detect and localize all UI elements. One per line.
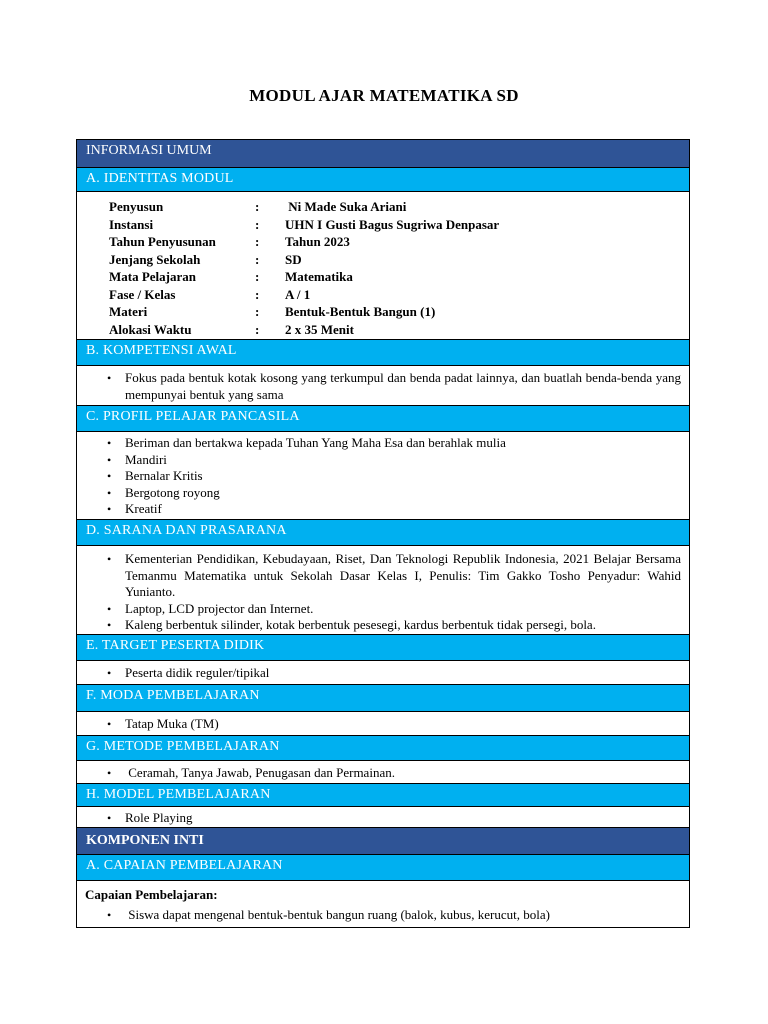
model-header [77, 784, 689, 807]
metode-header [77, 736, 689, 761]
list-item-text: Kreatif [125, 501, 162, 516]
list-item-text: Beriman dan bertakwa kepada Tuhan Yang Maha Esa dan berahlak mulia [125, 435, 506, 450]
bullet-icon: • [107, 371, 112, 385]
profil-content [77, 432, 689, 520]
sarana-header [77, 520, 689, 546]
target-list [77, 665, 689, 682]
identitas-content [77, 192, 689, 340]
komponen-inti-header [77, 828, 689, 855]
kompetensi-label: B. KOMPETENSI AWAL [86, 343, 237, 358]
target-header [77, 635, 689, 661]
metode-label: G. METODE PEMBELAJARAN [86, 739, 280, 754]
list-item-text: Kaleng berbentuk silinder, kotak berbentuk pesesegi, kardus berbentuk tidak persegi, bola. [125, 617, 596, 632]
list-item [77, 617, 689, 634]
kompetensi-header [77, 340, 689, 366]
bullet-icon: • [107, 601, 112, 616]
list-item-text: Laptop, LCD projector dan Internet. [125, 600, 314, 616]
list-item [77, 716, 689, 733]
list-item [77, 468, 689, 485]
metode-list [77, 765, 689, 782]
list-item-text: Role Playing [125, 810, 193, 825]
list-item [77, 501, 689, 518]
capaian-list [77, 907, 689, 924]
bullet-icon: • [107, 766, 112, 780]
identitas-field-value: A / 1 [285, 286, 311, 302]
capaian-label: A. CAPAIAN PEMBELAJARAN [86, 858, 283, 873]
bullet-icon: • [107, 908, 112, 922]
bullet-icon: • [107, 552, 112, 566]
identitas-field-value: Matematika [285, 269, 353, 284]
informasi-umum-header [77, 140, 689, 168]
list-item-text: Ceramah, Tanya Jawab, Penugasan dan Permainan. [125, 765, 395, 780]
list-item [77, 452, 689, 469]
list-item [77, 665, 689, 682]
identitas-field-label: Fase / Kelas [109, 286, 176, 302]
bullet-icon: • [107, 469, 112, 483]
identitas-field-value: Ni Made Suka Ariani [285, 199, 407, 214]
capaian-subtitle: Capaian Pembelajaran: [85, 887, 218, 902]
identitas-field-colon: : [255, 216, 260, 232]
bullet-icon: • [107, 717, 112, 731]
list-item [77, 485, 689, 502]
metode-content [77, 761, 689, 784]
bullet-icon: • [107, 502, 112, 516]
identitas-field-colon: : [255, 199, 260, 214]
sarana-list [77, 551, 689, 634]
kompetensi-content [77, 366, 689, 406]
document-title: MODUL AJAR MATEMATIKA SD [249, 86, 519, 105]
bullet-icon: • [107, 811, 112, 825]
list-item-text: Kementerian Pendidikan, Kebudayaan, Riset, Dan Teknologi Republik Indonesia, 2021 Belajar Bersama Temanmu Matematika untuk Sekolah Dasar Kelas I, Penulis: Tim Gakko Tosho Penyadur: Wahid Yunianto. [125, 551, 685, 599]
identitas-field-value: 2 x 35 Menit [285, 321, 354, 337]
list-item [77, 370, 689, 403]
list-item [77, 810, 689, 827]
bullet-icon: • [107, 436, 112, 450]
identitas-label: A. IDENTITAS MODUL [86, 171, 234, 186]
list-item [77, 601, 689, 618]
model-list [77, 810, 689, 827]
profil-list [77, 435, 689, 518]
kompetensi-list [77, 370, 689, 403]
identitas-field-value: UHN I Gusti Bagus Sugriwa Denpasar [285, 216, 500, 232]
moda-content [77, 712, 689, 736]
identitas-field-colon: : [255, 234, 260, 249]
list-item-text: Tatap Muka (TM) [125, 716, 219, 731]
model-content [77, 807, 689, 828]
module-table [76, 139, 690, 928]
identitas-field-label: Materi [109, 304, 148, 319]
list-item-text: Bernalar Kritis [125, 468, 203, 483]
model-label: H. MODEL PEMBELAJARAN [86, 787, 271, 802]
target-label: E. TARGET PESERTA DIDIK [86, 638, 265, 653]
identitas-header [77, 168, 689, 192]
identitas-field-label: Instansi [109, 216, 154, 232]
informasi-umum-label: INFORMASI UMUM [86, 143, 212, 158]
komponen-inti-label: KOMPONEN INTI [86, 833, 204, 848]
list-item-text: Bergotong royong [125, 484, 220, 500]
identitas-field-label: Jenjang Sekolah [109, 251, 201, 267]
identitas-field-label: Alokasi Waktu [109, 321, 192, 337]
moda-list [77, 716, 689, 733]
list-item-text: Fokus pada bentuk kotak kosong yang terkumpul dan benda padat lainnya, dan buatlah benda-benda yang mempunyai bentuk yang sama [125, 370, 685, 402]
target-content [77, 661, 689, 685]
bullet-icon: • [107, 485, 112, 500]
identitas-field-value: Bentuk-Bentuk Bangun (1) [285, 304, 436, 319]
moda-label: F. MODA PEMBELAJARAN [86, 688, 260, 703]
profil-label: C. PROFIL PELAJAR PANCASILA [86, 409, 300, 424]
capaian-header [77, 855, 689, 881]
identitas-field-colon: : [255, 321, 260, 337]
identitas-field-value: Tahun 2023 [285, 234, 350, 249]
profil-header [77, 406, 689, 432]
bullet-icon: • [107, 666, 112, 680]
list-item [77, 435, 689, 452]
list-item-text: Mandiri [125, 451, 167, 467]
list-item [77, 551, 689, 601]
list-item-text: Peserta didik reguler/tipikal [125, 665, 270, 680]
moda-header [77, 685, 689, 712]
identitas-field-label: Tahun Penyusunan [109, 234, 216, 249]
sarana-label: D. SARANA DAN PRASARANA [86, 523, 287, 538]
capaian-content [77, 881, 689, 927]
identitas-field-value: SD [285, 251, 302, 267]
sarana-content [77, 546, 689, 635]
identitas-field-label: Penyusun [109, 199, 164, 214]
bullet-icon: • [107, 452, 112, 467]
identitas-field-label: Mata Pelajaran [109, 269, 197, 284]
list-item [77, 907, 689, 924]
list-item-text: Siswa dapat mengenal bentuk-bentuk bangun ruang (balok, kubus, kerucut, bola) [125, 907, 550, 922]
bullet-icon: • [107, 618, 112, 632]
identitas-field-colon: : [255, 251, 260, 267]
identitas-field-colon: : [255, 304, 260, 319]
identitas-field-colon: : [255, 286, 260, 302]
identitas-field-colon: : [255, 269, 260, 284]
identitas-grid [77, 192, 689, 338]
list-item [77, 765, 689, 782]
